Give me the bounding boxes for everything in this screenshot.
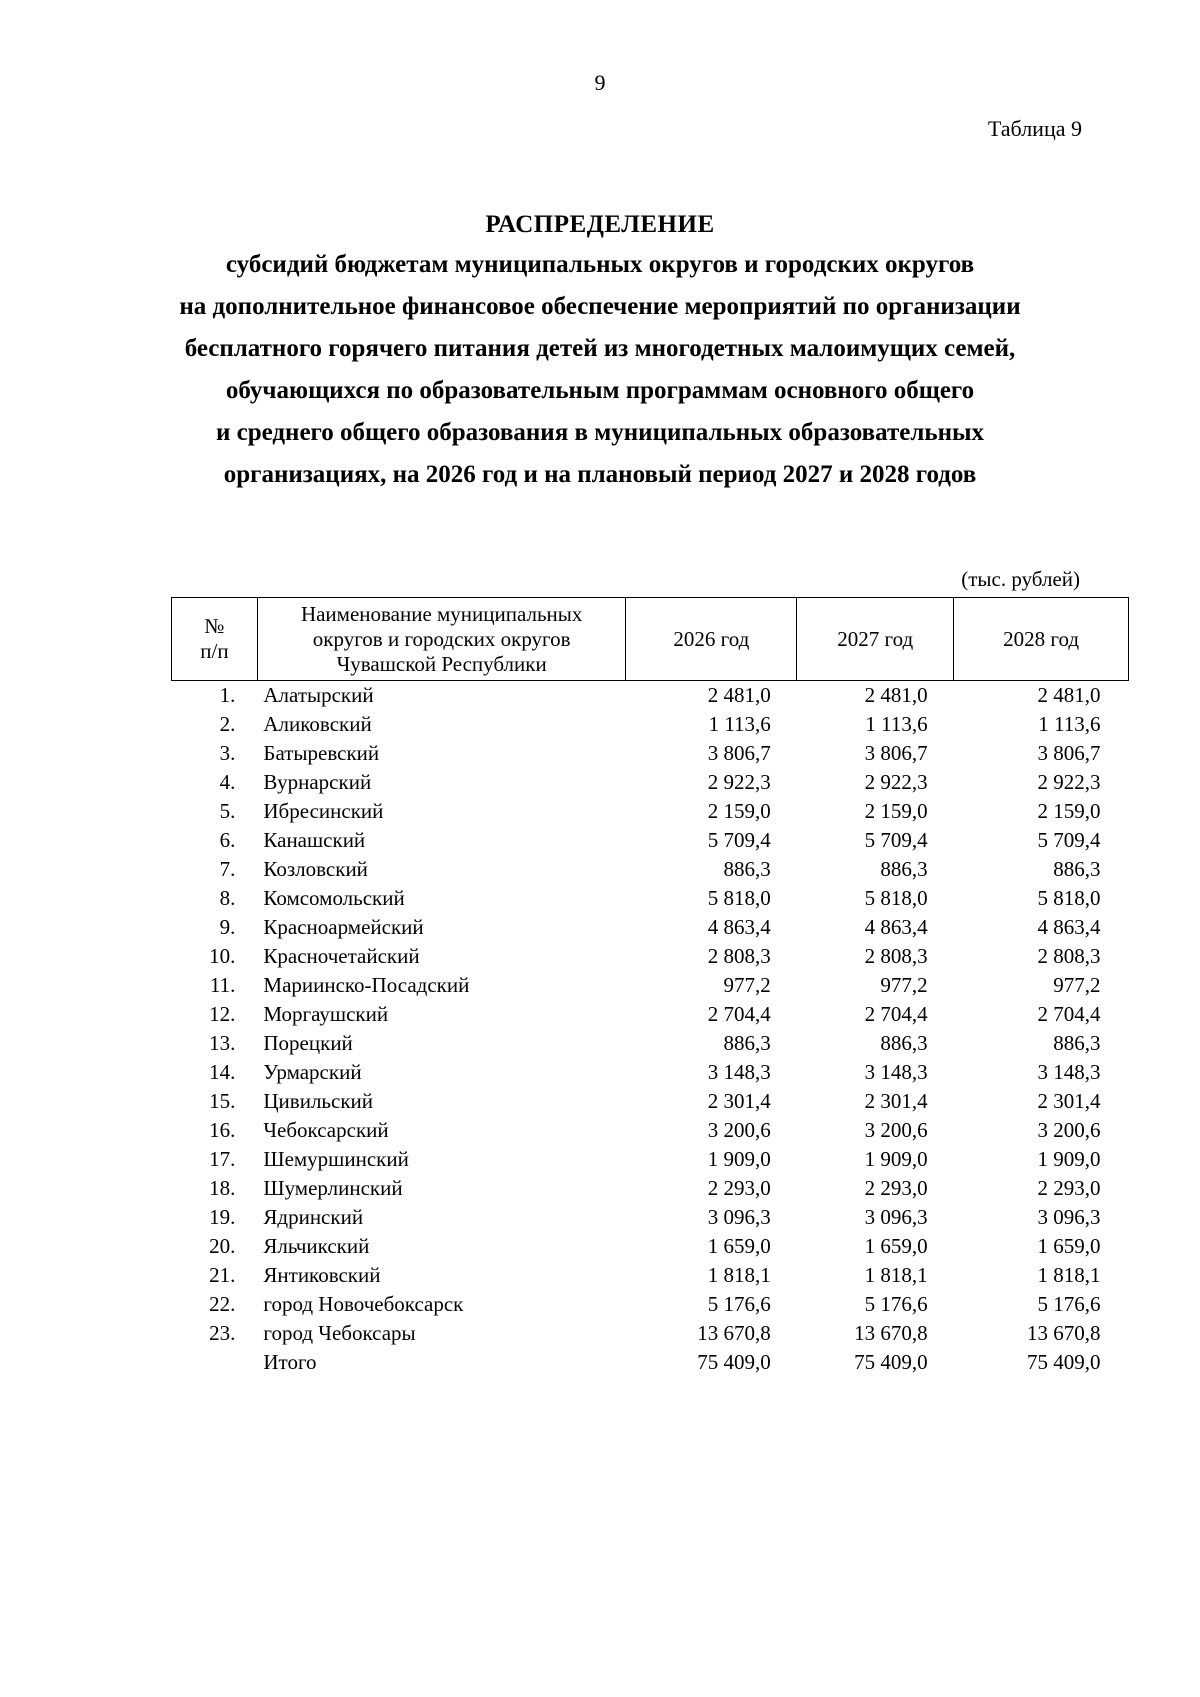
cell-2027: 3 148,3 [864,1060,928,1084]
cell-2026: 1 909,0 [707,1147,771,1171]
cell-number: 9. [219,915,236,939]
header-number-line: п/п [200,639,229,663]
cell-2028: 3 096,3 [1037,1205,1101,1229]
cell-2026: 75 409,0 [697,1350,771,1374]
cell-2027: 2 922,3 [864,770,928,794]
title-line: бесплатного горячего питания детей из многодетных малоимущих семей, [184,335,1016,362]
cell-2028: 3 806,7 [1037,741,1101,765]
cell-municipality: Шемуршинский [263,1147,409,1171]
table-row [172,942,1129,971]
distribution-table [171,597,1129,1377]
cell-2028: 977,2 [1053,973,1101,997]
cell-2027: 977,2 [880,973,928,997]
cell-2028: 2 159,0 [1037,799,1101,823]
table-row [172,826,1129,855]
page-number: 9 [594,70,606,95]
table-row [172,681,1129,711]
cell-2028: 2 922,3 [1037,770,1101,794]
cell-municipality: Порецкий [263,1031,353,1055]
cell-2026: 2 159,0 [707,799,771,823]
cell-number [172,1348,258,1377]
cell-2028: 2 808,3 [1037,944,1101,968]
table-row [172,1319,1129,1348]
cell-municipality: Ибресинский [263,799,384,823]
cell-2026: 886,3 [723,857,771,881]
cell-number: 21. [209,1263,236,1287]
cell-2027: 13 670,8 [854,1321,928,1345]
cell-number: 23. [209,1321,236,1345]
cell-2027: 1 818,1 [864,1263,928,1287]
table-row [172,739,1129,768]
cell-2027: 2 808,3 [864,944,928,968]
cell-2028: 1 659,0 [1037,1234,1101,1258]
cell-number: 7. [219,857,236,881]
cell-2026: 2 293,0 [707,1176,771,1200]
table-body [172,681,1129,1378]
cell-2026: 4 863,4 [707,915,771,939]
cell-2027: 1 113,6 [865,712,928,736]
cell-municipality: Цивильский [263,1089,374,1113]
cell-2027: 3 096,3 [864,1205,928,1229]
cell-number: 1. [219,683,236,707]
cell-2026: 1 818,1 [707,1263,771,1287]
cell-2028: 1 909,0 [1037,1147,1101,1171]
title-line: и среднего общего образования в муниципальных образовательных [215,419,985,446]
title-line: субсидий бюджетам муниципальных округов и городских округов [225,251,975,278]
cell-municipality: Вурнарский [263,770,372,794]
cell-number: 16. [209,1118,236,1142]
cell-2028: 2 704,4 [1037,1002,1101,1026]
cell-municipality: Моргаушский [263,1002,389,1026]
header-2026: 2026 год [626,598,797,681]
cell-number: 19. [209,1205,236,1229]
cell-municipality: Козловский [263,857,368,881]
cell-2026: 3 200,6 [707,1118,771,1142]
cell-number: 14. [209,1060,236,1084]
table-row [172,1261,1129,1290]
cell-2026: 3 096,3 [707,1205,771,1229]
table-row [172,1029,1129,1058]
table-row [172,1116,1129,1145]
table-row [172,884,1129,913]
header-row [172,598,1129,681]
header-number [172,598,258,681]
cell-2026: 5 818,0 [707,886,771,910]
cell-municipality: Чебоксарский [263,1118,389,1142]
cell-municipality: Красночетайский [263,944,420,968]
cell-2027: 2 293,0 [864,1176,928,1200]
document-title [0,206,1200,496]
header-name-line: Наименование муниципальных [300,601,583,626]
cell-2027: 2 159,0 [864,799,928,823]
cell-number: 18. [209,1176,236,1200]
cell-2028: 2 293,0 [1037,1176,1101,1200]
cell-municipality: Яльчикский [263,1234,370,1258]
cell-number: 17. [209,1147,236,1171]
cell-2027: 3 200,6 [864,1118,928,1142]
cell-2026: 5 709,4 [707,828,771,852]
cell-2028: 5 709,4 [1037,828,1101,852]
cell-number: 6. [219,828,236,852]
header-2027: 2027 год [797,598,954,681]
cell-2026: 5 176,6 [707,1292,771,1316]
cell-2026: 2 301,4 [707,1089,771,1113]
cell-2027: 3 806,7 [864,741,928,765]
table-row [172,1174,1129,1203]
cell-2027: 2 301,4 [864,1089,928,1113]
cell-2026: 13 670,8 [697,1321,771,1345]
cell-2028: 1 113,6 [1038,712,1101,736]
cell-number: 15. [209,1089,236,1113]
cell-2027: 5 176,6 [864,1292,928,1316]
table-row [172,971,1129,1000]
cell-number: 20. [209,1234,236,1258]
total-row [172,1348,1129,1377]
cell-number: 22. [209,1292,236,1316]
cell-municipality: город Чебоксары [263,1321,416,1345]
cell-2028: 2 481,0 [1037,683,1101,707]
cell-2028: 4 863,4 [1037,915,1101,939]
cell-2026: 1 659,0 [707,1234,771,1258]
header-name [257,598,626,681]
cell-municipality: Комсомольский [263,886,405,910]
cell-2026: 3 806,7 [707,741,771,765]
title-line: организациях, на 2026 год и на плановый период 2027 и 2028 годов [223,461,977,488]
table-row [172,1232,1129,1261]
cell-2027: 75 409,0 [854,1350,928,1374]
cell-2028: 886,3 [1053,857,1101,881]
cell-number: 8. [219,886,236,910]
table-row [172,913,1129,942]
cell-2028: 13 670,8 [1027,1321,1101,1345]
cell-2026: 2 922,3 [707,770,771,794]
cell-2028: 3 148,3 [1037,1060,1101,1084]
cell-2026: 3 148,3 [707,1060,771,1084]
cell-number: 2. [219,712,236,736]
title-main: РАСПРЕДЕЛЕНИЕ [485,211,715,238]
cell-municipality: Канашский [263,828,366,852]
cell-2026: 2 481,0 [707,683,771,707]
table-row [172,1087,1129,1116]
cell-2027: 886,3 [880,1031,928,1055]
cell-2028: 5 818,0 [1037,886,1101,910]
table-row [172,1058,1129,1087]
table-header [172,598,1129,681]
cell-number: 13. [209,1031,236,1055]
cell-2027: 4 863,4 [864,915,928,939]
table-row [172,710,1129,739]
cell-2028: 5 176,6 [1037,1292,1101,1316]
cell-municipality: Урмарский [263,1060,362,1084]
cell-municipality: Итого [263,1350,317,1374]
title-line: обучающихся по образовательным программам основного общего [225,377,975,404]
cell-2026: 886,3 [723,1031,771,1055]
cell-2028: 886,3 [1053,1031,1101,1055]
cell-municipality: Ядринский [263,1205,364,1229]
cell-municipality: Мариинско-Посадский [263,973,470,997]
cell-2026: 977,2 [723,973,771,997]
cell-municipality: Батыревский [263,741,380,765]
cell-municipality: Аликовский [263,712,372,736]
header-name-line: Чувашской Республики [336,651,547,676]
header-name-line: округов и городских округов [312,626,571,651]
cell-2028: 2 301,4 [1037,1089,1101,1113]
cell-number: 5. [219,799,236,823]
cell-2027: 2 704,4 [864,1002,928,1026]
table-row [172,1000,1129,1029]
cell-number: 4. [219,770,236,794]
table-row [172,1290,1129,1319]
cell-2027: 1 909,0 [864,1147,928,1171]
table-row [172,797,1129,826]
header-2028: 2028 год [954,598,1129,681]
cell-2026: 2 808,3 [707,944,771,968]
cell-municipality: Красноармейский [263,915,424,939]
cell-municipality: Янтиковский [263,1263,381,1287]
cell-number: 3. [219,741,236,765]
cell-2027: 5 709,4 [864,828,928,852]
cell-2028: 3 200,6 [1037,1118,1101,1142]
cell-2027: 1 659,0 [864,1234,928,1258]
units-label: (тыс. рублей) [961,567,1080,591]
cell-municipality: Алатырский [263,683,374,707]
cell-2027: 2 481,0 [864,683,928,707]
table-label: Таблица 9 [987,116,1082,141]
cell-2026: 1 113,6 [708,712,771,736]
cell-number: 10. [209,944,236,968]
cell-2028: 1 818,1 [1037,1263,1101,1287]
cell-2027: 5 818,0 [864,886,928,910]
table-row [172,855,1129,884]
cell-2027: 886,3 [880,857,928,881]
cell-number: 11. [209,973,236,997]
cell-municipality: Шумерлинский [263,1176,403,1200]
cell-2028: 75 409,0 [1027,1350,1101,1374]
table-row [172,768,1129,797]
cell-municipality: город Новочебоксарск [263,1292,464,1316]
title-line: на дополнительное финансовое обеспечение мероприятий по организации [179,293,1021,320]
cell-2026: 2 704,4 [707,1002,771,1026]
table-row [172,1145,1129,1174]
header-number-line: № [204,614,225,638]
table-row [172,1203,1129,1232]
cell-number: 12. [209,1002,236,1026]
